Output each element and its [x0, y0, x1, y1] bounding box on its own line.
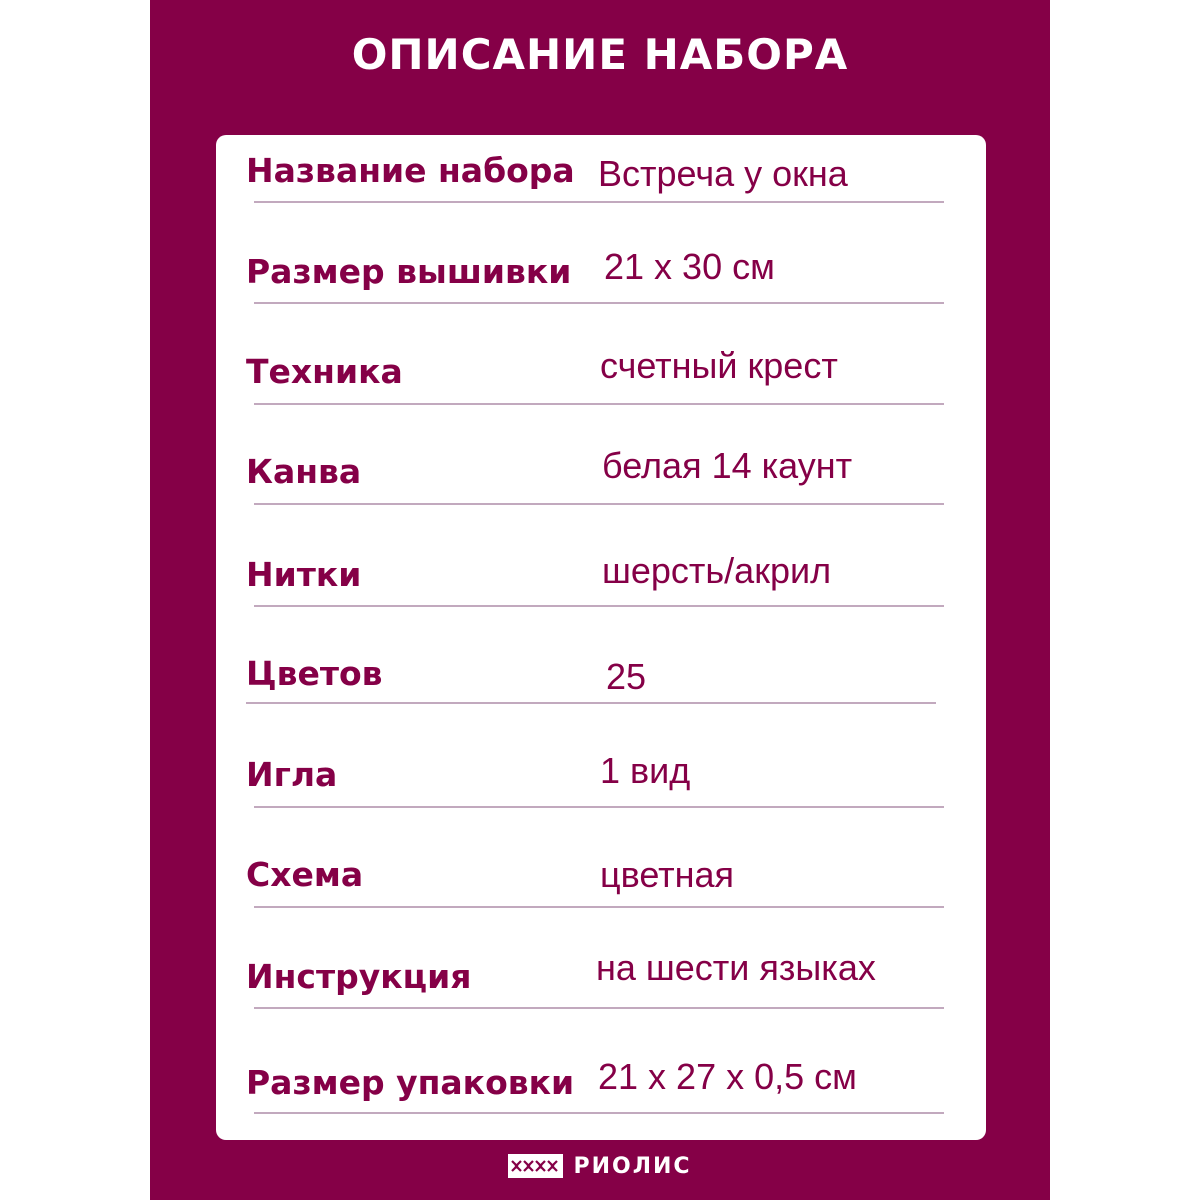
spec-row [216, 435, 986, 535]
product-description-panel [150, 0, 1050, 1200]
spec-row [216, 335, 986, 435]
spec-value: на шести языках [596, 947, 876, 988]
spec-row [216, 1035, 986, 1135]
spec-row [216, 535, 986, 635]
spec-label: Цветов [246, 654, 383, 693]
row-divider [254, 906, 944, 908]
row-divider [254, 403, 944, 405]
spec-label: Размер упаковки [246, 1063, 575, 1102]
footer [150, 1152, 1050, 1180]
spec-row [216, 135, 986, 235]
spec-label: Техника [246, 352, 403, 391]
spec-value: 25 [606, 656, 647, 697]
spec-value: белая 14 каунт [602, 445, 853, 486]
spec-row [216, 735, 986, 835]
spec-label: Схема [246, 855, 364, 894]
spec-label: Размер вышивки [246, 252, 572, 291]
spec-value: счетный крест [600, 345, 838, 386]
spec-label: Название набора [246, 151, 575, 190]
row-divider [254, 503, 944, 505]
row-divider [254, 1112, 944, 1114]
spec-label: Канва [246, 452, 362, 491]
spec-value: 21 х 27 х 0,5 см [598, 1056, 857, 1097]
rioлис-logo-icon [508, 1154, 563, 1178]
spec-value: Встреча у окна [598, 153, 848, 194]
spec-label: Инструкция [246, 957, 472, 996]
spec-value: 21 х 30 см [604, 246, 775, 287]
spec-row [216, 835, 986, 935]
spec-label: Игла [246, 755, 338, 794]
spec-card [216, 135, 986, 1140]
spec-value: цветная [600, 854, 735, 895]
row-divider [254, 806, 944, 808]
row-divider [254, 605, 944, 607]
spec-row [216, 935, 986, 1035]
row-divider [254, 1007, 944, 1009]
row-divider [246, 702, 936, 704]
spec-label: Нитки [246, 555, 362, 594]
spec-value: шерсть/акрил [602, 550, 832, 591]
page-title: ОПИСАНИЕ НАБОРА [351, 30, 849, 79]
spec-row [216, 635, 986, 735]
spec-row [216, 235, 986, 335]
row-divider [254, 201, 944, 203]
brand-name: РИОЛИС [573, 1153, 692, 1179]
spec-value: 1 вид [600, 750, 691, 791]
row-divider [254, 302, 944, 304]
